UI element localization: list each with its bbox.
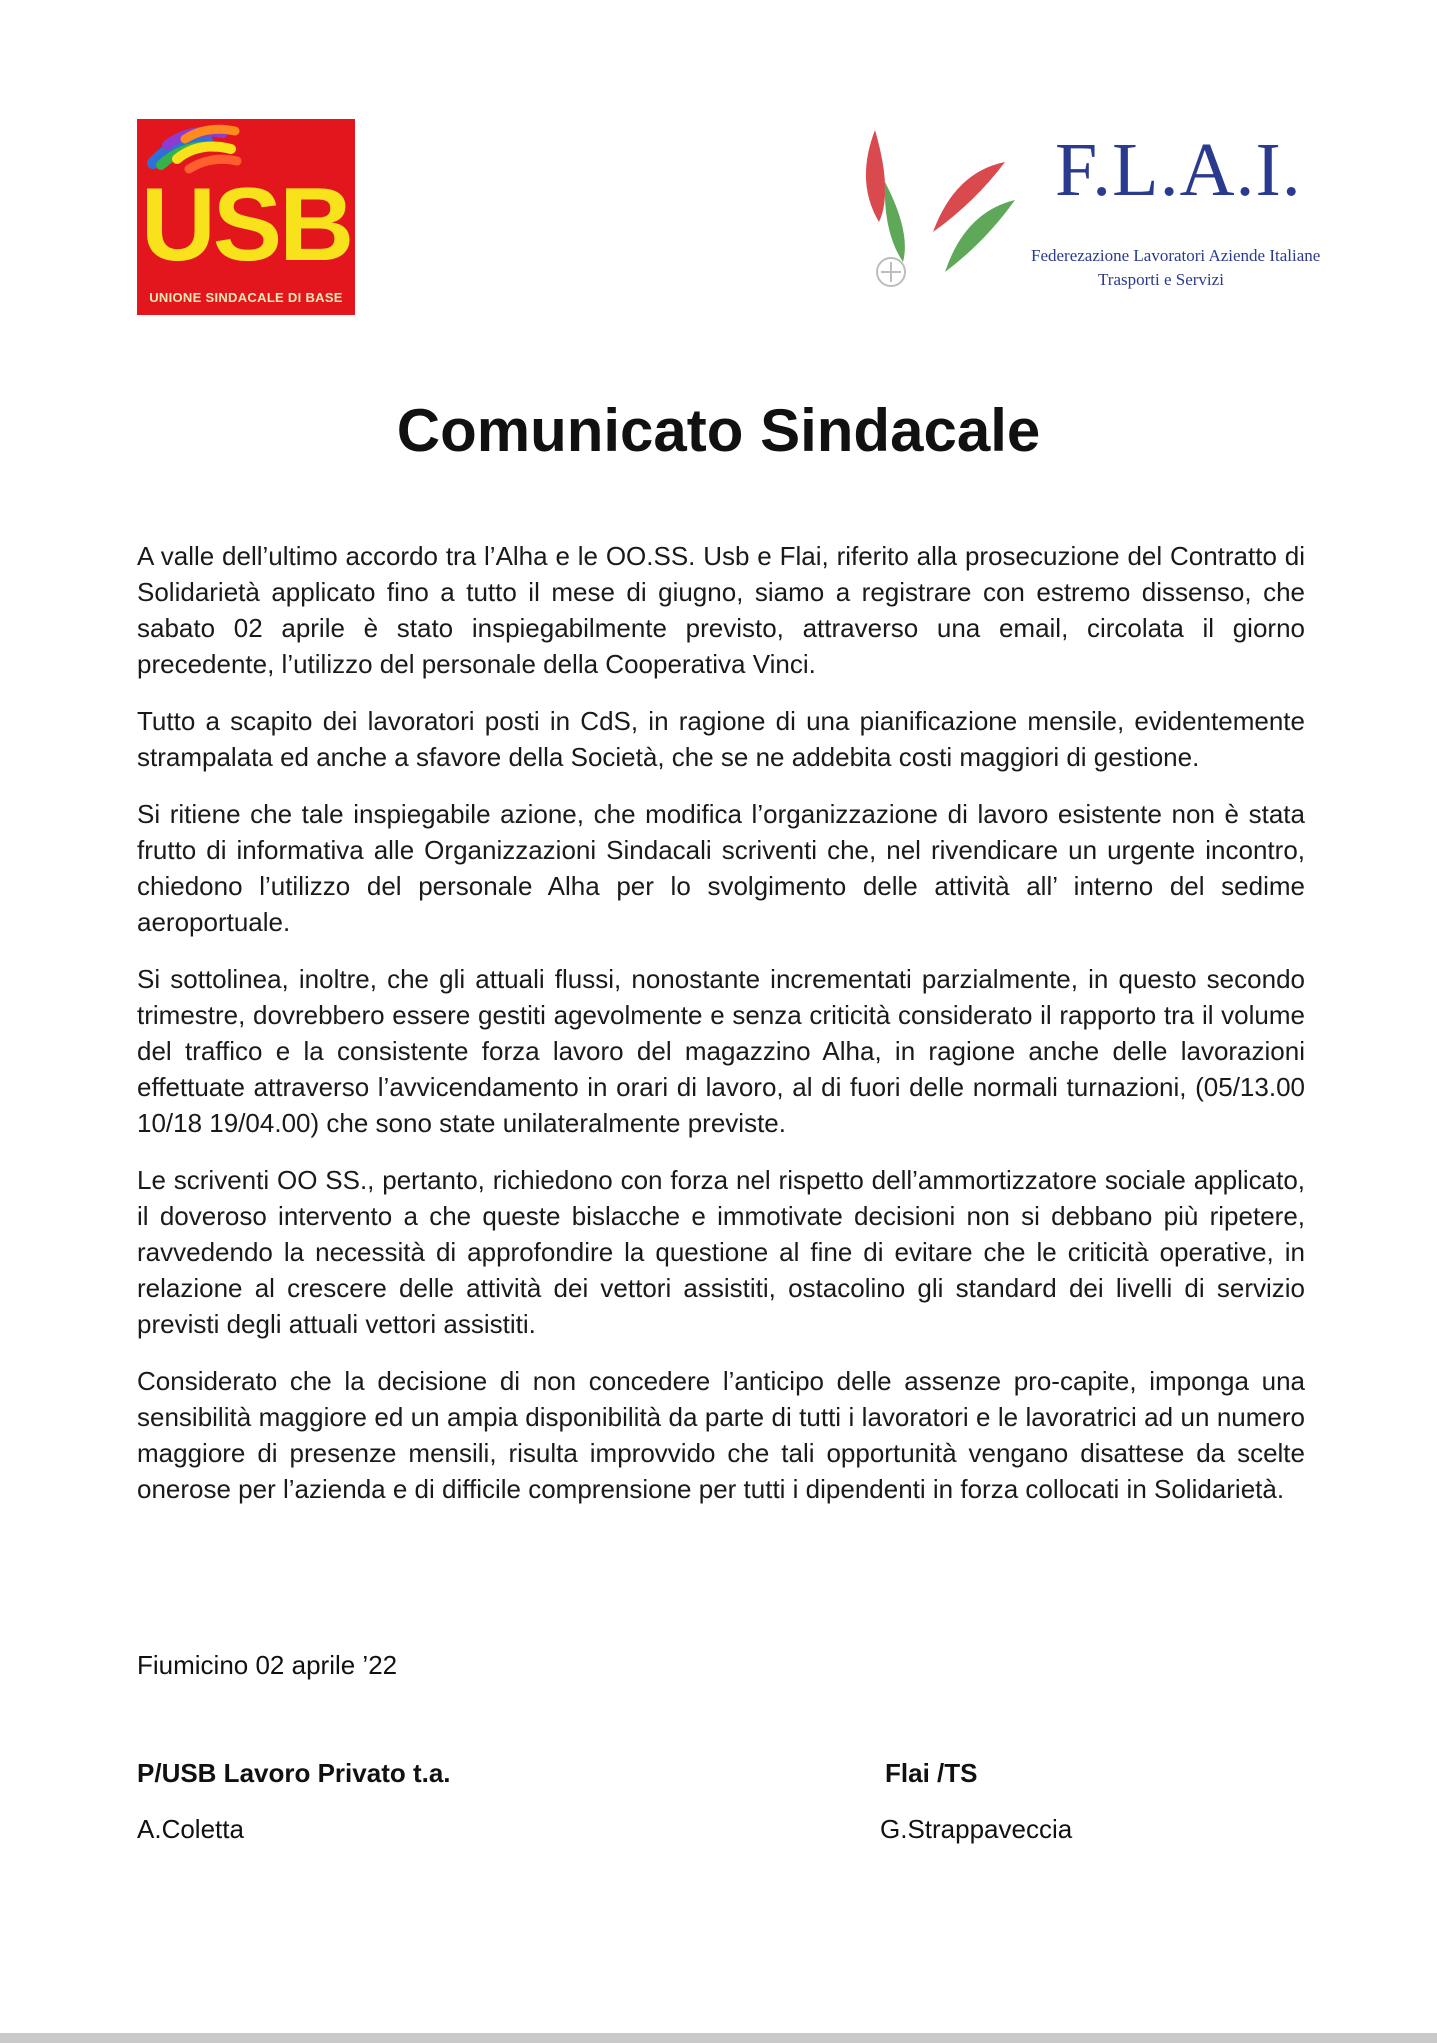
paragraph-6: Considerato che la decisione di non concedere l’anticipo delle assenze pro-capite, imponga una sensibilità maggiore ed un ampia disponibilità da parte di tutti i lavoratori e le lavoratrici ad un numero maggiore di presenze mensili, risulta improvvido che tali opportunità vengano disattese da scelte onerose per l’azienda e di difficile comprensione per tutti i dipendenti in forza collocati in Solidarietà. [137,1366,1305,1504]
signature-right-name: G.Strappaveccia [880,1814,1073,1844]
signature-left-org: P/USB Lavoro Privato t.a. [137,1758,451,1788]
paragraph-2: Tutto a scapito dei lavoratori posti in CdS, in ragione di una pianificazione mensile, evidentemente strampalata ed anche a sfavore della Società, che se ne addebita costi maggiori di gestione. [137,706,1305,772]
flai-subtitle-line2: Trasporti e Servizi [1098,270,1224,289]
paragraph-3: Si ritiene che tale inspiegabile azione, che modifica l’organizzazione di lavoro esistente non è stata frutto di informativa alle Organizzazioni Sindacali scriventi che, nel rivendicare un urgente incontro, chiedono l’utilizzo del personale Alha per lo svolgimento delle attività all’ interno del sedime aeroportuale. [137,799,1305,937]
signature-left-name: A.Coletta [137,1814,244,1844]
flai-wings-icon [845,122,1045,302]
usb-logo [137,119,355,315]
bottom-divider [0,2033,1437,2043]
flai-title: F.L.A.I. [1055,128,1302,212]
paragraph-5: Le scriventi OO SS., pertanto, richiedono con forza nel rispetto dell’ammortizzatore sociale applicato, il doveroso intervento a che queste bislacche e immotivate decisioni non si debbano più ripetere, ravvedendo la necessità di approfondire la questione al fine di evitare che le criticità operative, in relazione al crescere delle attività dei vettori assistiti, ostacolino gli standard dei livelli di servizio previsti degli attuali vettori assistiti. [137,1165,1305,1339]
flai-subtitle-line1: Federezazione Lavoratori Aziende Italiane [1031,246,1321,265]
paragraph-1: A valle dell’ultimo accordo tra l’Alha e le OO.SS. Usb e Flai, riferito alla prosecuzione del Contratto di Solidarietà applicato fino a tutto il mese di giugno, siamo a registrare con estremo dissenso, che sabato 02 aprile è stato inspiegabilmente previsto, attraverso una email, circolata il giorno precedente, l’utilizzo del personale della Cooperativa Vinci. [137,541,1305,679]
document-body [137,538,1305,1528]
paragraph-4: Si sottolinea, inoltre, che gli attuali flussi, nonostante incrementati parzialmente, in questo secondo trimestre, dovrebbero essere gestiti agevolmente e senza criticità considerato il rapporto tra il volume del traffico e la consistente forza lavoro del magazzino Alha, in ragione anche delle lavorazioni effettuate attraverso l’avvicendamento in orari di lavoro, al di fuori delle normali turnazioni, (05/13.00 10/18 19/04.00) che sono state unilateralmente previste. [137,964,1305,1138]
usb-letters: USB [140,167,352,283]
signature-right-org: Flai /TS [885,1758,978,1788]
flai-logo [845,122,1321,302]
usb-subtitle: UNIONE SINDACALE DI BASE [149,290,343,305]
place-date: Fiumicino 02 aprile ’22 [137,1650,398,1680]
document-title: Comunicato Sindacale [396,397,1041,464]
